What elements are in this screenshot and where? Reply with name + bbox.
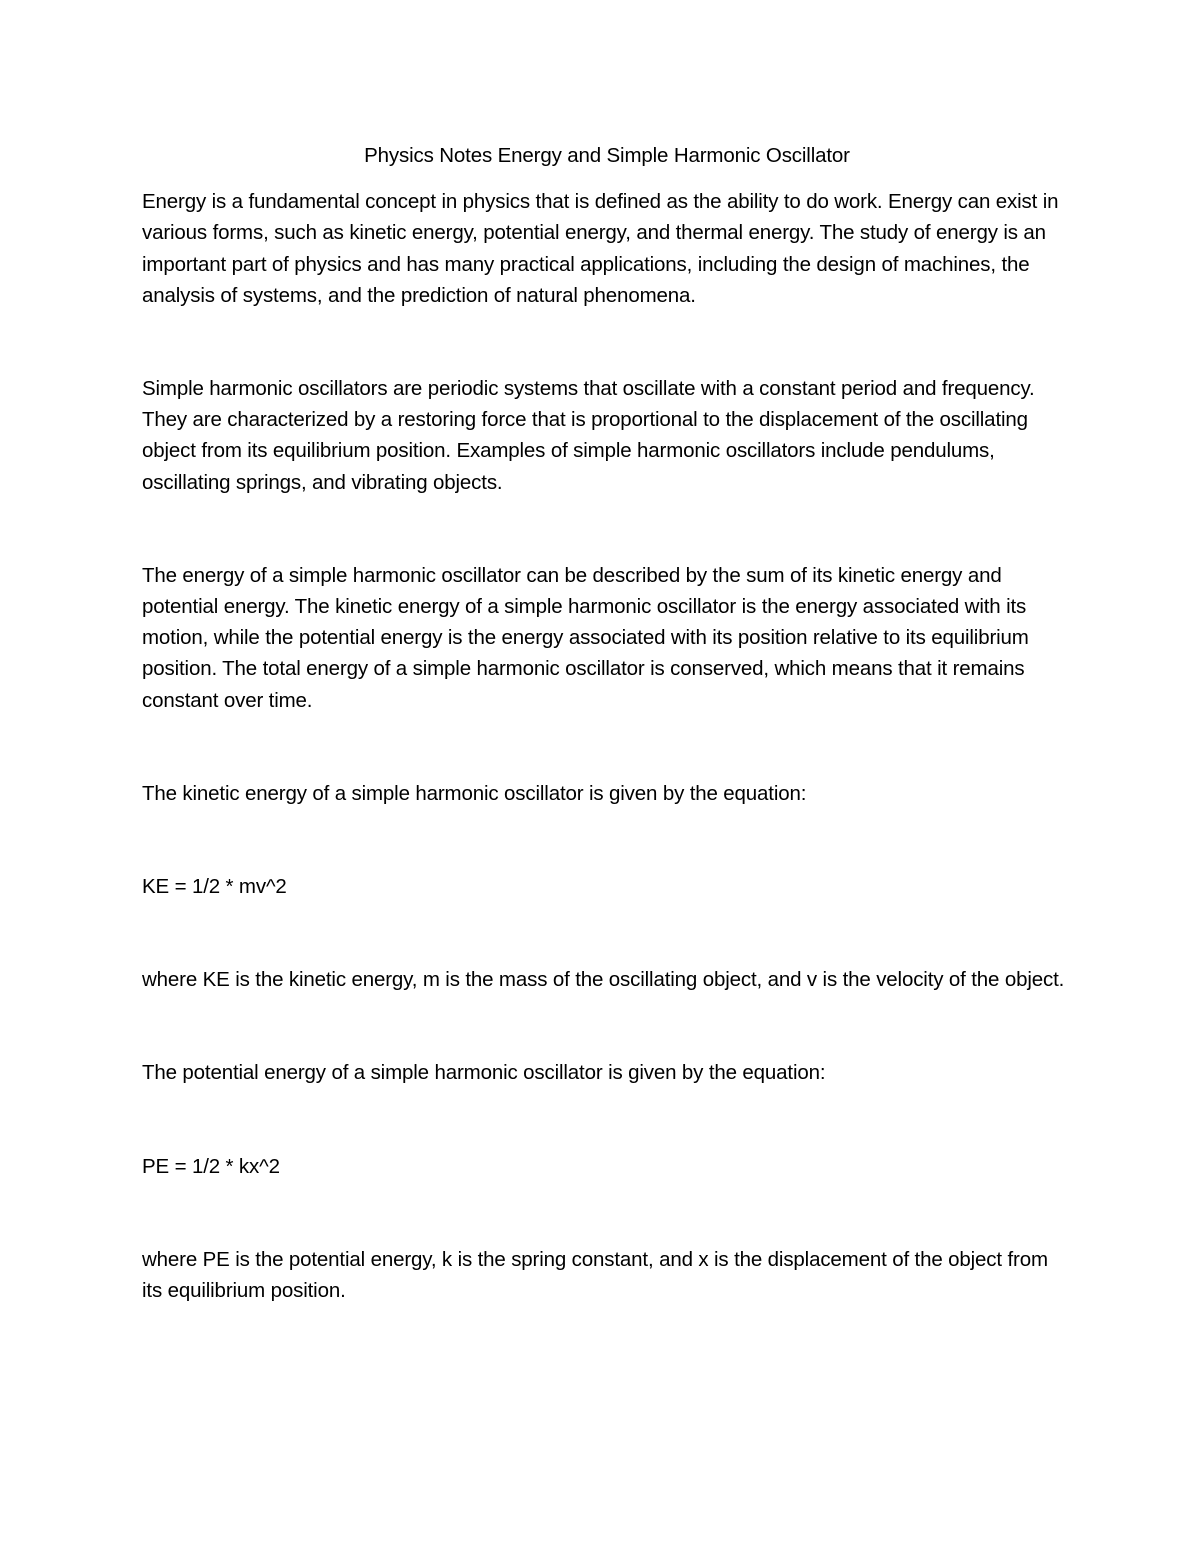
paragraph-energy-intro: Energy is a fundamental concept in physics that is defined as the ability to do work. Energy can exist in various forms, such as kinetic energy, potential energy, and thermal energy. The study of energy is an important part of physics and has many practical applications, including the design of machines, the analysis of systems, and the prediction of natural phenomena. [142,190,1059,307]
paragraph-sho-intro: Simple harmonic oscillators are periodic systems that oscillate with a constant period and frequency. They are characterized by a restoring force that is proportional to the displacement of the oscillating object from its equilibrium position. Examples of simple harmonic oscillators include pendulums, oscillating springs, and vibrating objects. [142,377,1035,494]
paragraph-pe-intro: The potential energy of a simple harmonic oscillator is given by the equation: [142,1061,826,1085]
paragraph-spacer [142,1089,1072,1151]
document-title: Physics Notes Energy and Simple Harmonic Oscillator [364,144,850,167]
paragraph-spacer [142,716,1072,778]
paragraph-spacer [142,1182,1072,1244]
paragraph-ke-intro: The kinetic energy of a simple harmonic oscillator is given by the equation: [142,781,807,805]
paragraph-spacer [142,809,1072,871]
paragraph-spacer [142,311,1072,373]
paragraph-sho-energy: The energy of a simple harmonic oscillator can be described by the sum of its kinetic energy and potential energy. The kinetic energy of a simple harmonic oscillator is the energy associated with its motion, while the potential energy is the energy associated with its position relative to its equilibrium position. The total energy of a simple harmonic oscillator is conserved, which means that it remains constant over time. [142,563,1029,712]
paragraph-spacer [142,995,1072,1057]
equation-potential-energy: PE = 1/2 * kx^2 [142,1154,280,1178]
equation-kinetic-energy: KE = 1/2 * mv^2 [142,875,287,899]
paragraph-spacer [142,498,1072,560]
paragraph-spacer [142,902,1072,964]
document-body [142,140,1072,1306]
paragraph-pe-definition: where PE is the potential energy, k is the spring constant, and x is the displacement of the object from its equilibrium position. [142,1247,1048,1303]
paragraph-ke-definition: where KE is the kinetic energy, m is the mass of the oscillating object, and v is the velocity of the object. [142,968,1065,992]
